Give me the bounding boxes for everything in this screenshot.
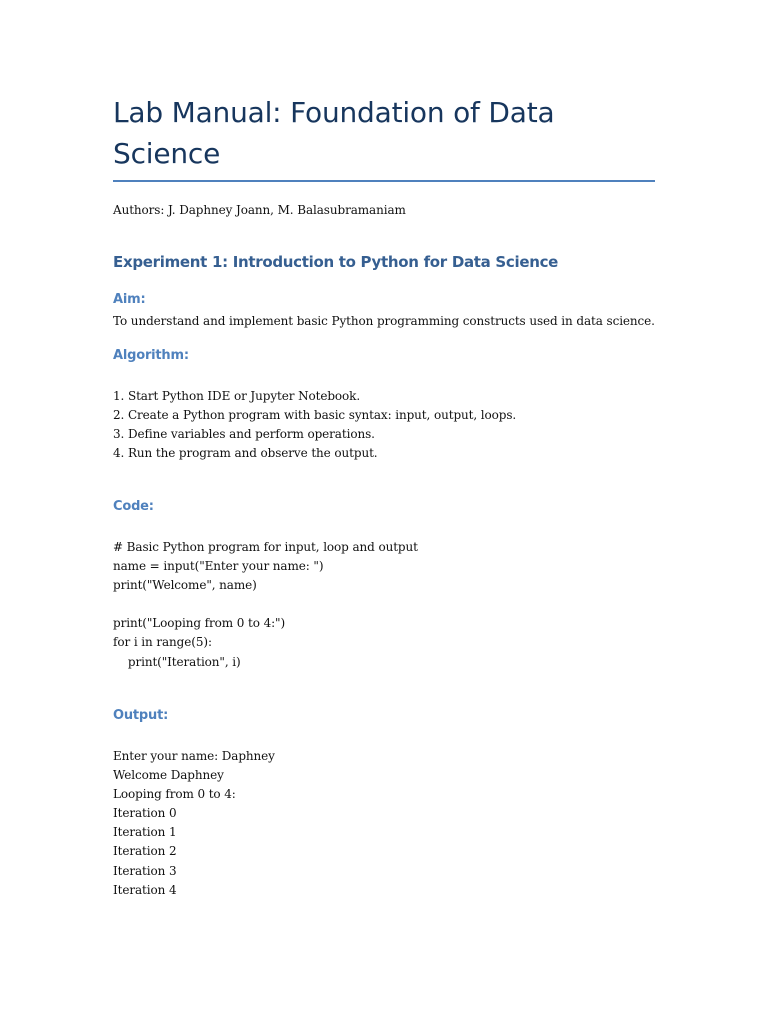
output-line: Welcome Daphney <box>113 768 224 783</box>
authors-line: Authors: J. Daphney Joann, M. Balasubramaniam <box>113 203 406 217</box>
output-block <box>113 747 275 900</box>
output-line: Iteration 1 <box>113 825 177 840</box>
algorithm-step: 1. Start Python IDE or Jupyter Notebook. <box>113 389 361 403</box>
aim-heading: Aim: <box>113 292 146 307</box>
code-line: for i in range(5): <box>113 635 212 650</box>
algorithm-step: 3. Define variables and perform operations. <box>113 427 375 442</box>
output-line: Iteration 2 <box>113 844 177 859</box>
code-line-blank <box>113 595 418 614</box>
output-line: Iteration 0 <box>113 806 177 821</box>
algorithm-step: 2. Create a Python program with basic syntax: input, output, loops. <box>113 408 517 423</box>
code-line: # Basic Python program for input, loop and output <box>113 540 418 554</box>
document-title: Lab Manual: Foundation of Data Science <box>113 96 555 170</box>
title-underline-rule <box>113 180 655 182</box>
algorithm-steps-list <box>113 387 516 463</box>
code-line: print("Looping from 0 to 4:") <box>113 616 286 631</box>
experiment-heading: Experiment 1: Introduction to Python for Data Science <box>113 253 559 271</box>
code-line: name = input("Enter your name: ") <box>113 559 324 574</box>
output-heading: Output: <box>113 708 169 723</box>
aim-text: To understand and implement basic Python programming constructs used in data science. <box>113 314 655 328</box>
code-line: print("Welcome", name) <box>113 578 257 593</box>
output-line: Iteration 4 <box>113 882 177 897</box>
algorithm-heading: Algorithm: <box>113 348 189 363</box>
algorithm-step: 4. Run the program and observe the output. <box>113 446 378 461</box>
code-block <box>113 538 418 672</box>
output-line: Enter your name: Daphney <box>113 749 275 763</box>
output-line: Looping from 0 to 4: <box>113 787 236 802</box>
code-line: print("Iteration", i) <box>113 654 241 669</box>
code-heading: Code: <box>113 499 154 514</box>
output-line: Iteration 3 <box>113 863 177 878</box>
